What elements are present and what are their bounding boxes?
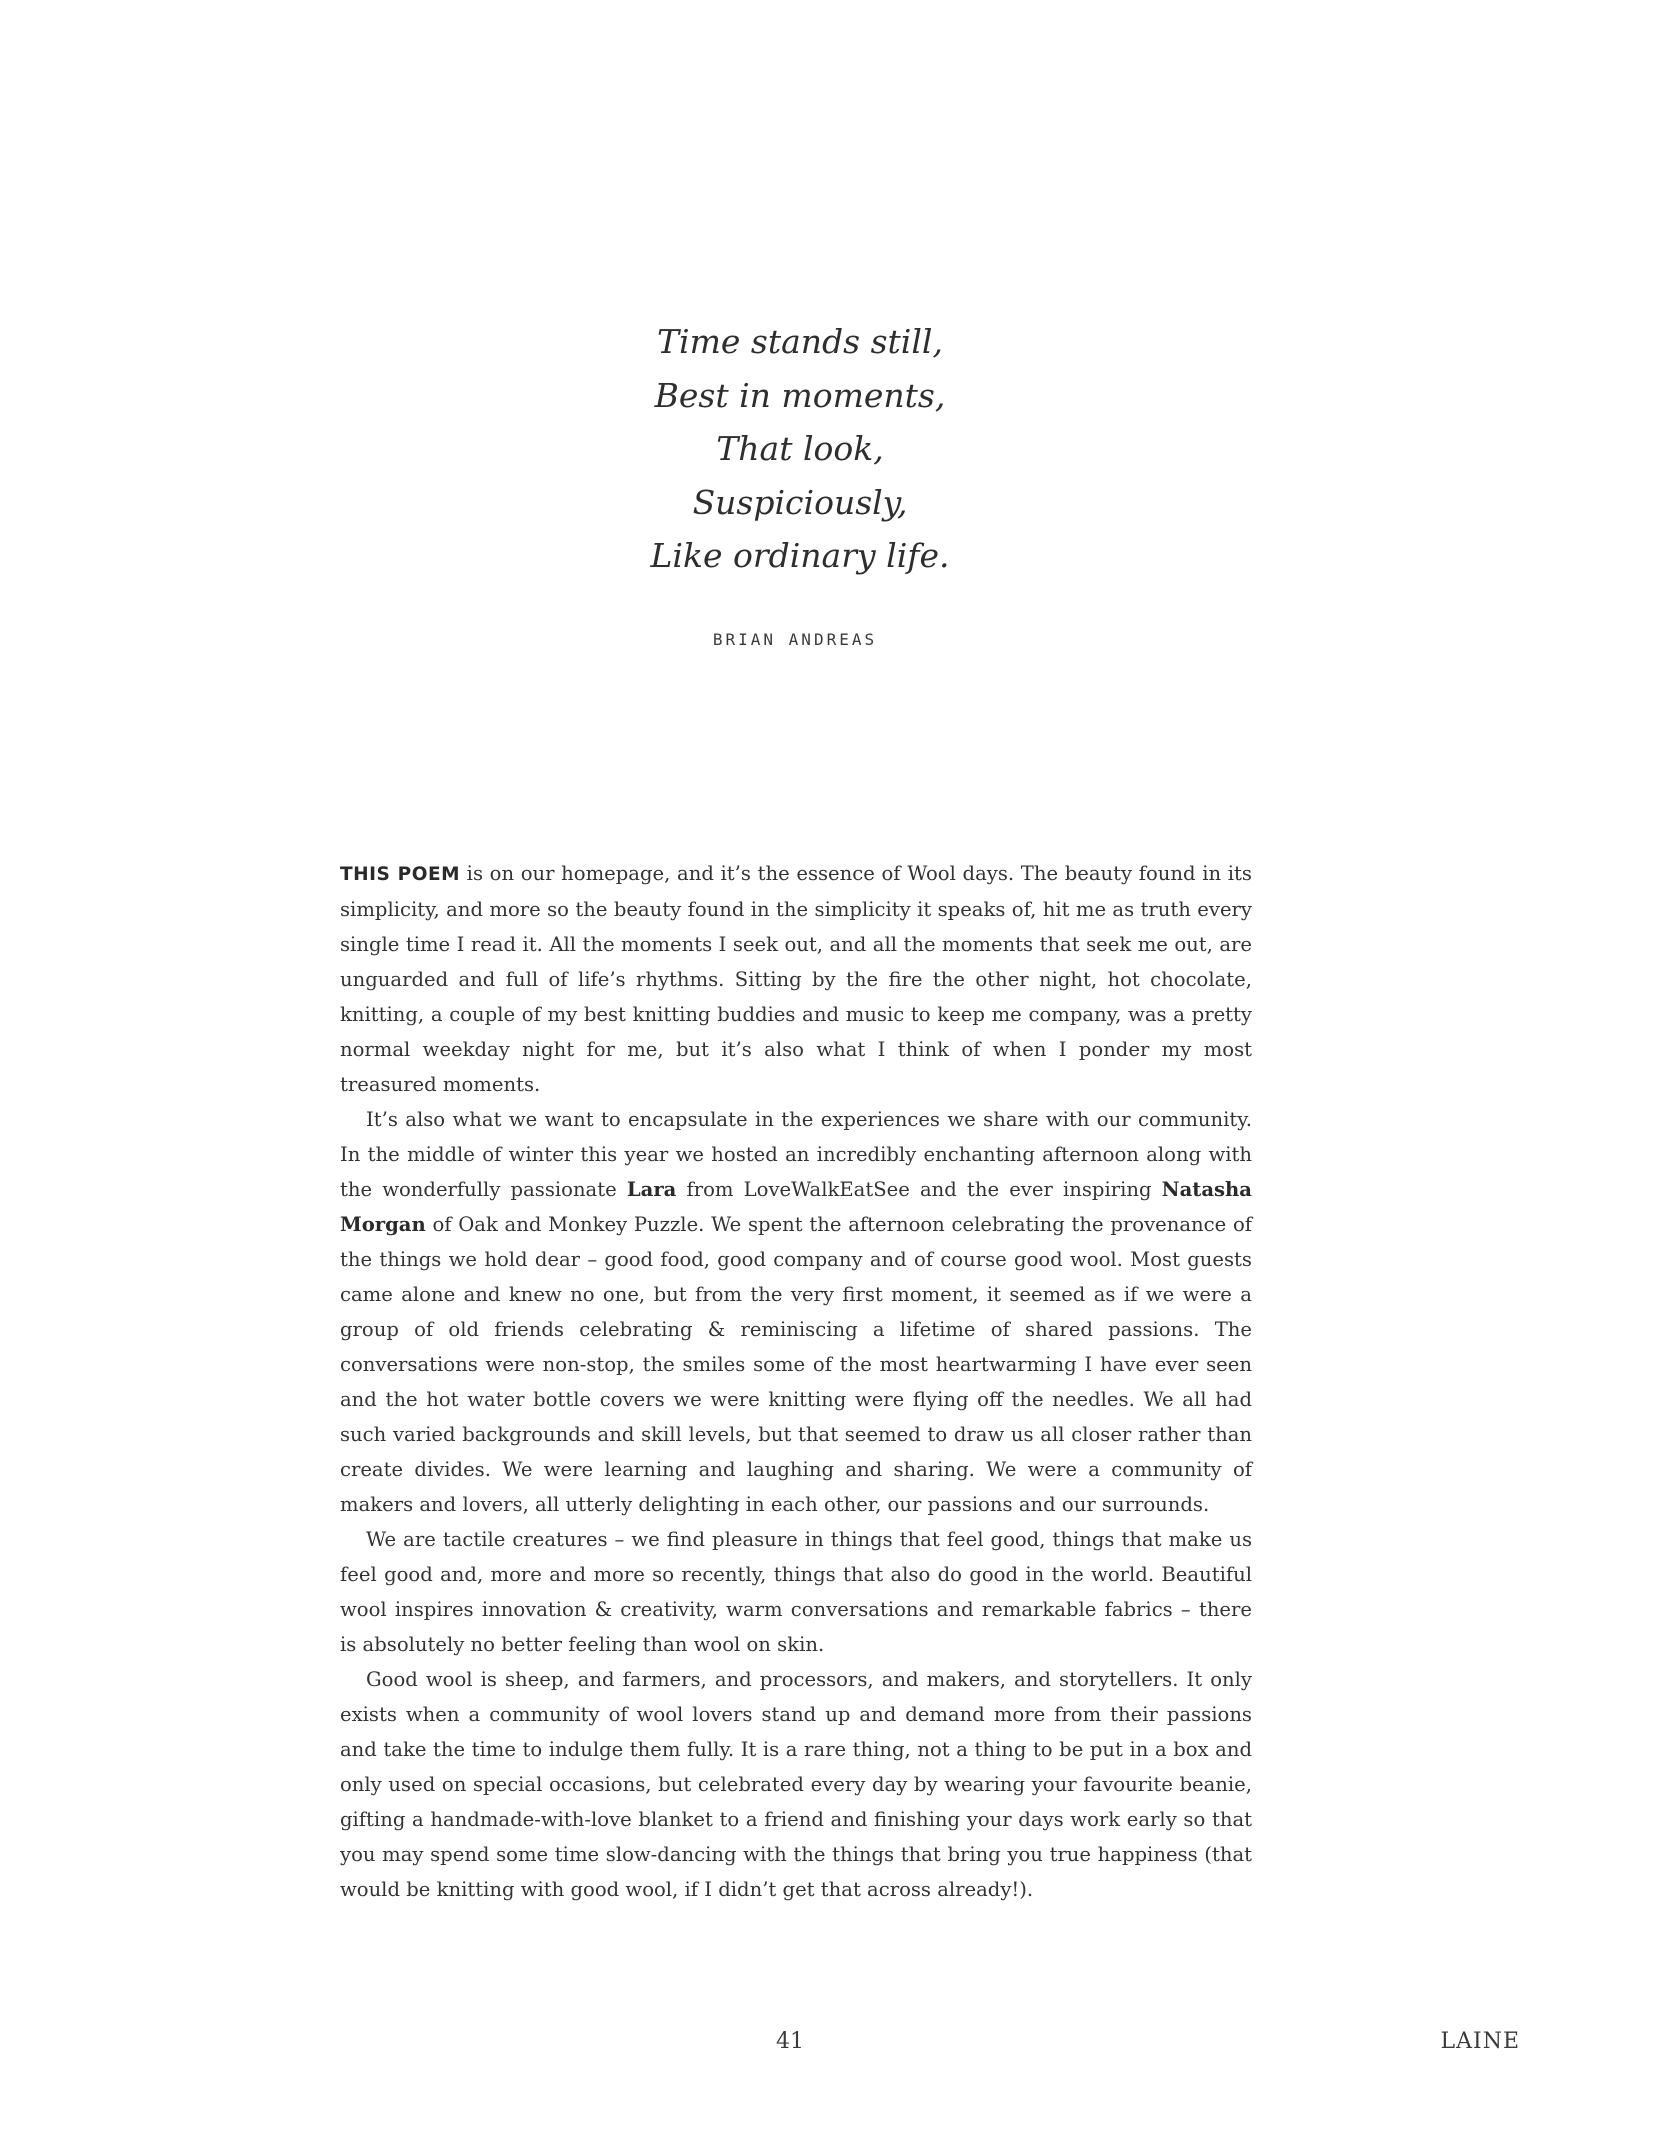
paragraph-text: It’s also what we want to encapsulate in the experiences we share with our community. In the middle of winter this year we hosted an incredibly enchanting afternoon along with the wonderfully passionate <box>340 1108 1252 1201</box>
poem-line: Best in moments, <box>654 375 946 415</box>
person-name: Lara <box>626 1178 677 1201</box>
paragraph <box>340 856 1252 1102</box>
paragraph-text: of Oak and Monkey Puzzle. We spent the afternoon celebrating the provenance of the things we hold dear – good food, good company and of course good wool. Most guests came alone and knew no one, but from the very first moment, it seemed as if we were a group of old friends celebrating & reminiscing a lifetime of shared passions. The conversations were non-stop, the smiles some of the most heartwarming I have ever seen and the hot water bottle covers we were knitting were flying off the needles. We all had such varied backgrounds and skill levels, but that seemed to draw us all closer rather than create divides. We were learning and laughing and sharing. We were a community of makers and lovers, all utterly delighting in each other, our passions and our surrounds. <box>340 1213 1252 1516</box>
paragraph <box>340 1102 1252 1522</box>
poem-attribution: BRIAN ANDREAS <box>712 630 878 649</box>
poem-line: Suspiciously, <box>692 482 908 522</box>
paragraph: Good wool is sheep, and farmers, and processors, and makers, and storytellers. It only exists when a community of wool lovers stand up and demand more from their passions and take the time to indulge them fully. It is a rare thing, not a thing to be put in a box and only used on special occasions, but celebrated every day by wearing your favourite beanie, gifting a handmade-with-love blanket to a friend and finishing your days work early so that you may spend some time slow-dancing with the things that bring you true happiness (that would be knitting with good wool, if I didn’t get that across already!). <box>340 1668 1252 1901</box>
page-number: 41 <box>776 2029 804 2054</box>
poem-line: That look, <box>716 429 884 468</box>
poem-line: Like ordinary life. <box>650 536 950 575</box>
article-body <box>340 856 1252 1907</box>
poem <box>0 315 1600 583</box>
lead-in: THIS POEM <box>340 864 461 885</box>
paragraph-text: from LoveWalkEatSee and the ever inspiring <box>676 1178 1162 1201</box>
poem-line: Time stands still, <box>657 322 943 361</box>
magazine-name: LAINE <box>1440 2029 1520 2054</box>
paragraph: We are tactile creatures – we find pleasure in things that feel good, things that make us feel good and, more and more so recently, things that also do good in the world. Beautiful wool inspires innovation & creativity, warm conversations and remarkable fabrics – there is absolutely no better feeling than wool on skin. <box>340 1528 1252 1656</box>
paragraph-text: is on our homepage, and it’s the essence of Wool days. The beauty found in its simplicity, and more so the beauty found in the simplicity it speaks of, hit me as truth every single time I read it. All the moments I seek out, and all the moments that seek me out, are unguarded and full of life’s rhythms. Sitting by the fire the other night, hot chocolate, knitting, a couple of my best knitting buddies and music to keep me company, was a pretty normal weekday night for me, but it’s also what I think of when I ponder my most treasured moments. <box>340 862 1252 1096</box>
person-name: Natasha Morgan <box>340 1178 1252 1236</box>
